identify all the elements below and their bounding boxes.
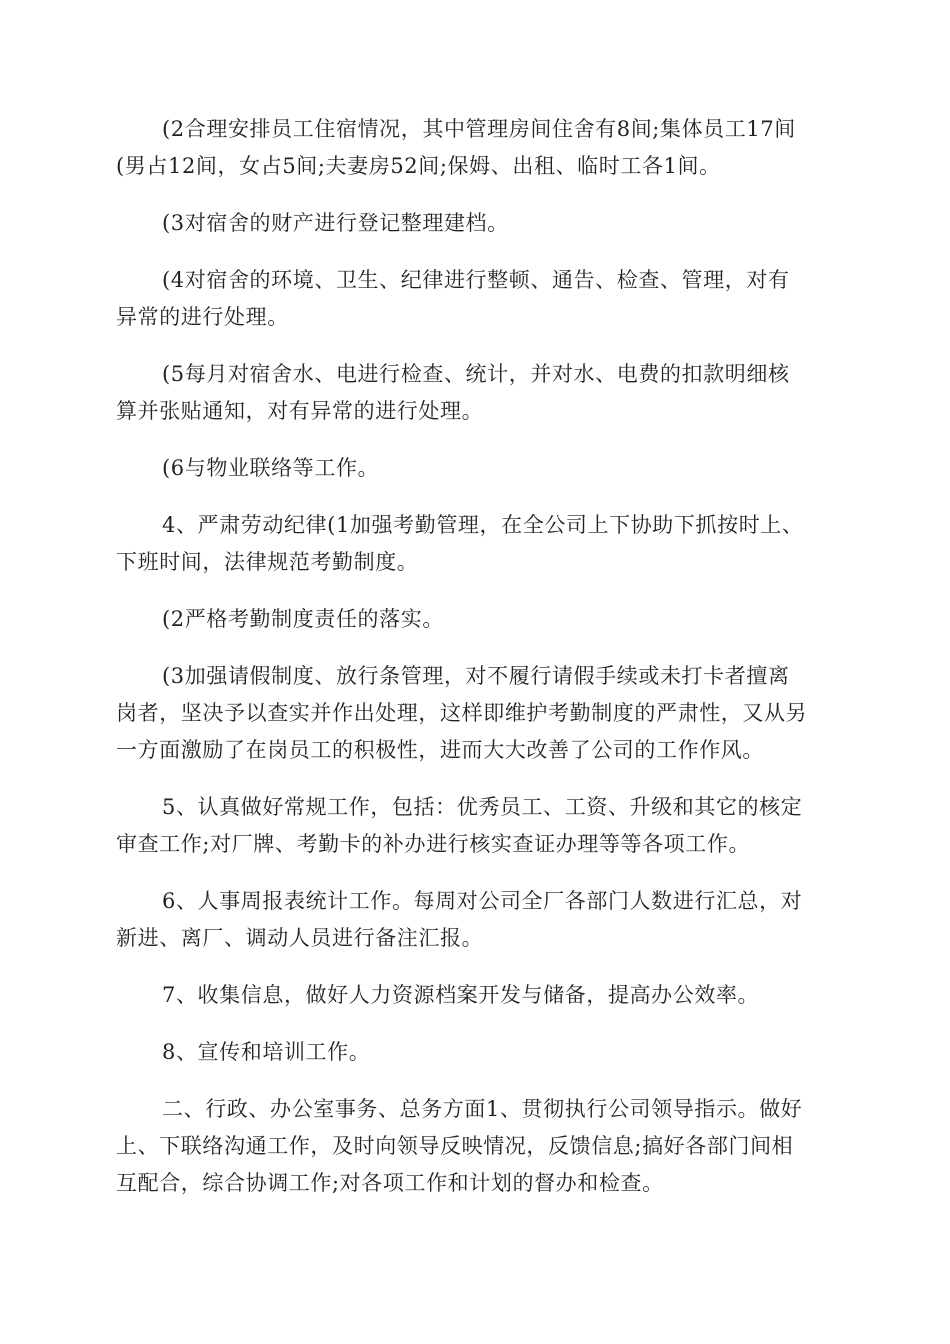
text-line: 异常的进行处理。 [116,305,289,329]
text-line: 岗者，坚决予以查实并作出处理，这样即维护考勤制度的严肃性，又从另 [116,701,808,725]
text-line: 7、收集信息，做好人力资源档案开发与储备，提高办公效率。 [162,983,760,1007]
text-line: 算并张贴通知，对有异常的进行处理。 [116,399,484,423]
paragraph [116,507,836,581]
text-line: (2合理安排员工住宿情况，其中管理房间住舍有8间;集体员工17间 [162,117,796,141]
text-line: 上、下联络沟通工作，及时向领导反映情况，反馈信息;搞好各部门间相 [116,1134,794,1158]
paragraph [116,450,836,487]
paragraph [116,356,836,430]
text-line: (4对宿舍的环境、卫生、纪律进行整顿、通告、检查、管理，对有 [162,268,790,292]
text-line: 5、认真做好常规工作，包括：优秀员工、工资、升级和其它的核定 [162,795,803,819]
text-line: 二、行政、办公室事务、总务方面1、贯彻执行公司领导指示。做好 [162,1097,803,1121]
text-line: (3加强请假制度、放行条管理，对不履行请假手续或未打卡者擅离 [162,664,790,688]
text-line: 8、宣传和培训工作。 [162,1040,371,1064]
text-line: (6与物业联络等工作。 [162,456,380,480]
text-line: 下班时间，法律规范考勤制度。 [116,550,419,574]
paragraph [116,1034,836,1071]
paragraph [116,1091,836,1202]
text-line: 审查工作;对厂牌、考勤卡的补办进行核实查证办理等等各项工作。 [116,832,751,856]
text-line: (男占12间，女占5间;夫妻房52间;保姆、出租、临时工各1间。 [116,154,721,178]
paragraph [116,789,836,863]
text-line: (5每月对宿舍水、电进行检查、统计，并对水、电费的扣款明细核 [162,362,790,386]
paragraph [116,601,836,638]
document-body [116,111,836,1222]
paragraph [116,658,836,769]
text-line: (2严格考勤制度责任的落实。 [162,607,444,631]
paragraph [116,883,836,957]
text-line: 互配合，综合协调工作;对各项工作和计划的督办和检查。 [116,1171,664,1195]
text-line: 4、严肃劳动纪律(1加强考勤管理，在全公司上下协助下抓按时上、 [162,513,804,537]
paragraph [116,262,836,336]
paragraph [116,205,836,242]
text-line: 新进、离厂、调动人员进行备注汇报。 [116,926,484,950]
text-line: 6、人事周报表统计工作。每周对公司全厂各部门人数进行汇总，对 [162,889,803,913]
text-line: 一方面激励了在岗员工的积极性，进而大大改善了公司的工作作风。 [116,738,764,762]
paragraph [116,977,836,1014]
text-line: (3对宿舍的财产进行登记整理建档。 [162,211,509,235]
paragraph [116,111,836,185]
